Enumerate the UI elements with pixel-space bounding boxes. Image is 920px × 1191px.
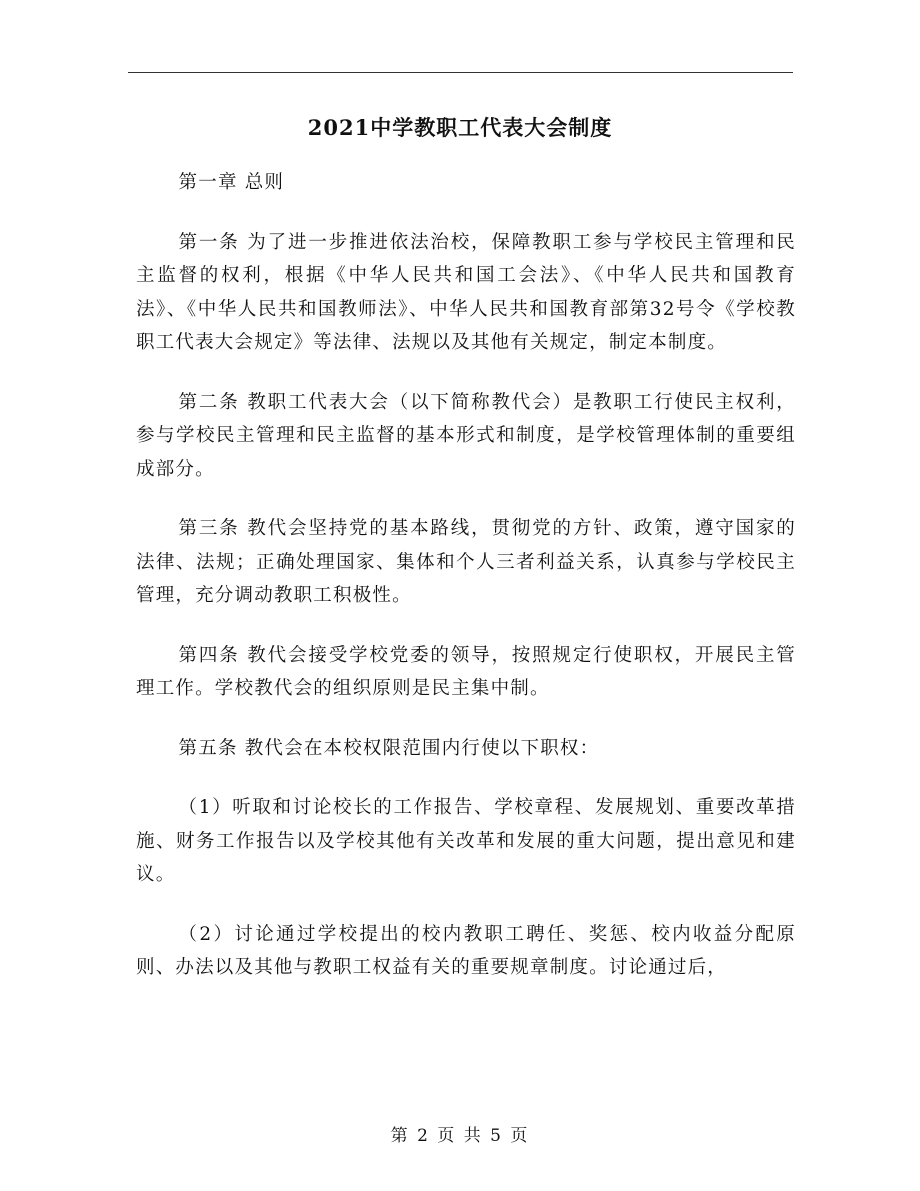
article-2: 第二条 教职工代表大会（以下简称教代会）是教职工行使民主权利，参与学校民主管理和民主监督的基本形式和制度，是学校管理体制的重要组成部分。 <box>136 391 796 480</box>
article-1: 第一条 为了进一步推进依法治校，保障教职工参与学校民主管理和民主监督的权利，根据《中华人民共和国工会法》、《中华人民共和国教育法》、《中华人民共和国教师法》、中华人民共和国教育部第32号令《学校教职工代表大会规定》等法律、法规以及其他有关规定，制定本制度。 <box>136 231 796 353</box>
document-title: 2021中学教职工代表大会制度 <box>307 115 613 140</box>
article-5-item-2: （2）讨论通过学校提出的校内教职工聘任、奖惩、校内收益分配原则、办法以及其他与教职工权益有关的重要规章制度。讨论通过后， <box>136 923 796 978</box>
article-3: 第三条 教代会坚持党的基本路线，贯彻党的方针、政策，遵守国家的法律、法规；正确处理国家、集体和个人三者利益关系，认真参与学校民主管理，充分调动教职工积极性。 <box>136 518 796 606</box>
article-4: 第四条 教代会接受学校党委的领导，按照规定行使职权，开展民主管理工作。学校教代会的组织原则是民主集中制。 <box>136 644 796 699</box>
page-number: 第 2 页 共 5 页 <box>390 1126 530 1146</box>
chapter-heading: 第一章 总则 <box>178 172 285 193</box>
header-rule <box>128 72 793 73</box>
document-body <box>136 166 796 1011</box>
article-5-item-1: （1）听取和讨论校长的工作报告、学校章程、发展规划、重要改革措施、财务工作报告以及学校其他有关改革和发展的重大问题，提出意见和建议。 <box>136 797 796 885</box>
article-5: 第五条 教代会在本校权限范围内行使以下职权： <box>178 737 600 759</box>
